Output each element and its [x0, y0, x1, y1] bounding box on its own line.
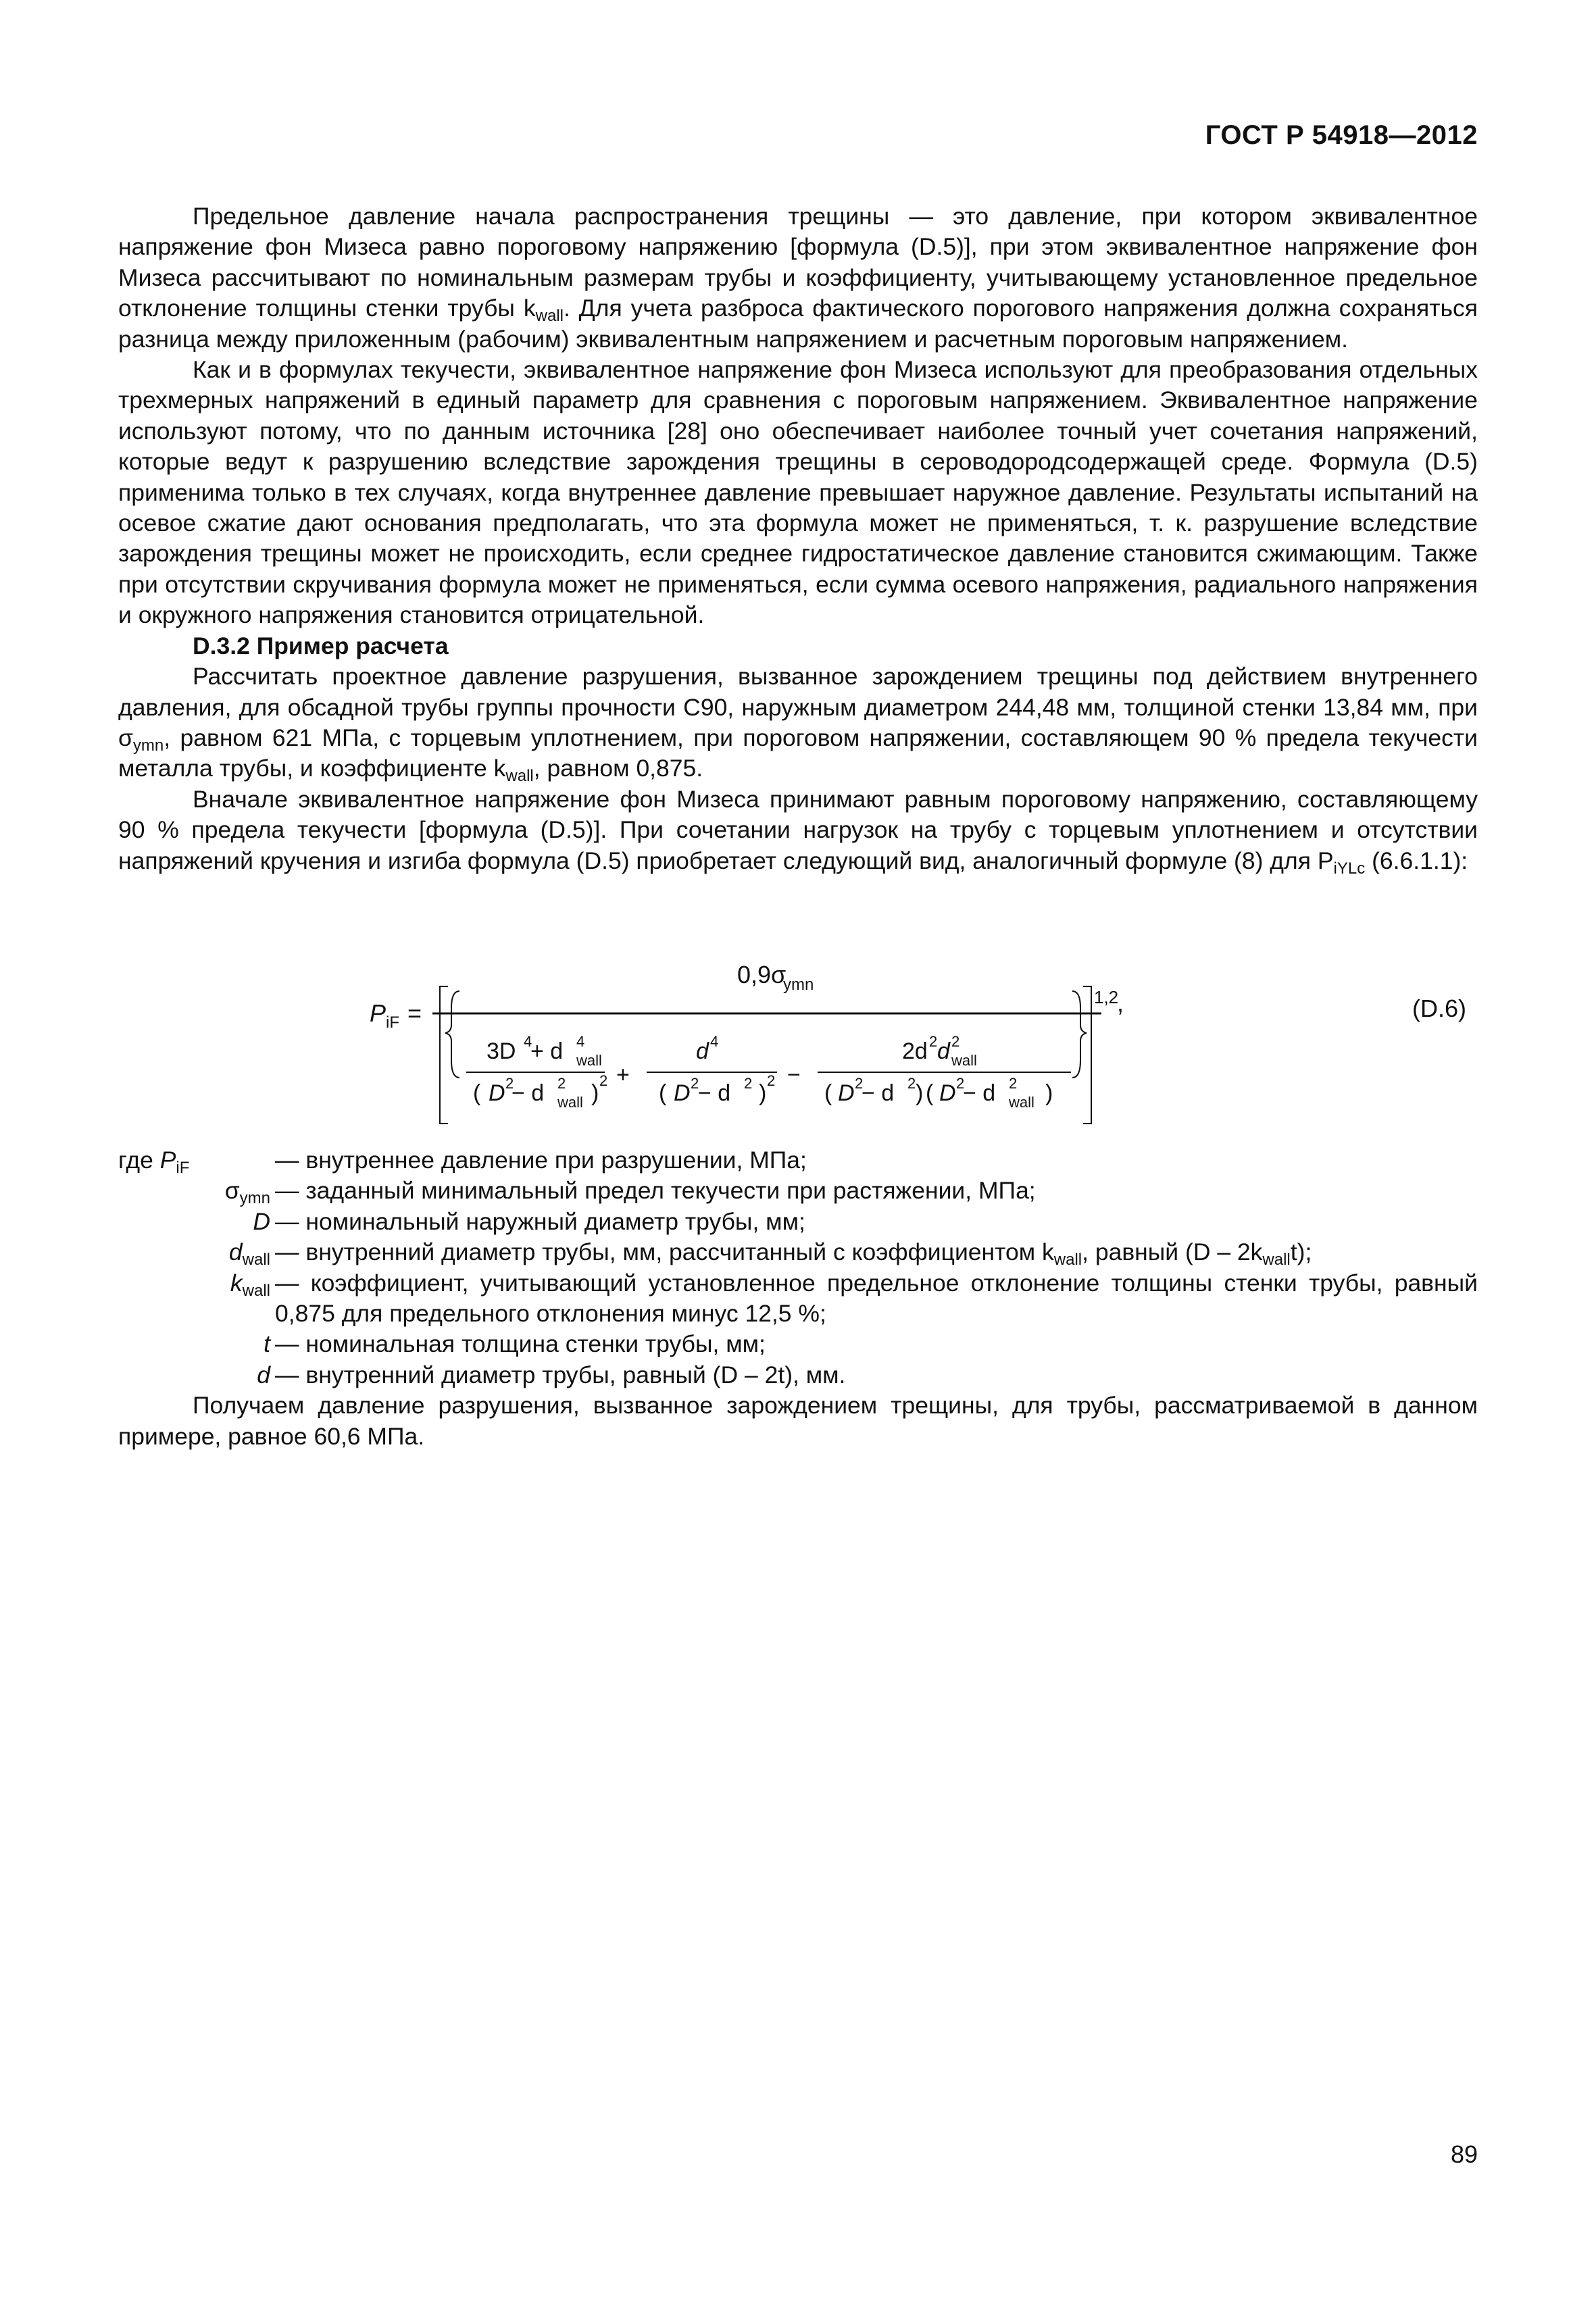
- legend-row: [118, 1268, 1478, 1330]
- legend-text-tail-a: , равный (D – 2k: [1082, 1238, 1263, 1266]
- paragraph-1-text: Предельное давление начала распространения трещины — это давление, при котором эквивалентное напряжение фон Мизеса равно пороговому напряжению [формула (D.5)], при этом эквивалентное напряжение фон Мизеса рассчитывают по номинальным размерам трубы и коэффициенту, учитывающему установленное предельное отклонение толщины стенки трубы k: [118, 203, 1478, 322]
- conclusion-paragraph: Получаем давление разрушения, вызванное зарождением трещины, для трубы, рассматриваемой в данном примере, равное 60,6 МПа.: [118, 1392, 1478, 1450]
- term3-den-paren-1l: (: [824, 1080, 832, 1106]
- minus-sign: −: [787, 1061, 801, 1088]
- legend-symbol: [118, 1145, 270, 1176]
- paragraph-1-tail: . Для учета разброса фактического порогового напряжения должна сохраняться разница между приложенным (рабочим) эквивалентным напряжением и расчетным пороговым напряжением.: [118, 295, 1478, 353]
- formula-equals: =: [407, 999, 422, 1027]
- term1-den-minus: − d: [512, 1080, 545, 1106]
- legend-row: [118, 1207, 1478, 1237]
- subscript-wall: wall: [1053, 1251, 1082, 1269]
- term2-den-exp2b: 2: [744, 1074, 753, 1092]
- term3-den-paren-1r: ): [916, 1080, 924, 1106]
- term3-den-minus1: − d: [862, 1080, 895, 1106]
- term1-den-exp2b: 2: [557, 1074, 566, 1092]
- legend-symbol-main: t: [264, 1330, 270, 1358]
- term3-den-paren-2l: (: [926, 1080, 934, 1106]
- term2-den-minus: − d: [698, 1080, 731, 1106]
- paragraph-3-text-b: , равном 621 МПа, с торцевым уплотнением, при пороговом напряжении, составляющем 90 % предела текучести металла трубы, и коэффициенте k: [118, 724, 1478, 782]
- term3-num-b: d: [937, 1038, 950, 1064]
- legend-symbol: [118, 1360, 270, 1390]
- legend-symbol-sub: wall: [242, 1251, 270, 1269]
- formula-exponent: 1,2: [1094, 986, 1119, 1007]
- term3-den-minus2: − d: [963, 1080, 996, 1106]
- term3-den-D1: D: [838, 1080, 855, 1106]
- legend-text-tail-b: t);: [1290, 1238, 1312, 1266]
- subscript-iylc: iYLc: [1333, 859, 1366, 878]
- legend-symbol-main: k: [230, 1269, 243, 1297]
- legend-symbol: [118, 1268, 270, 1299]
- plus-sign: +: [616, 1061, 630, 1088]
- term3-num-exp2b: 2: [951, 1032, 960, 1050]
- paragraph-4-text-a: Вначале эквивалентное напряжение фон Мизеса принимают равным пороговому напряжению, составляющему 90 % предела текучести [формула (D.5)]. При сочетании нагрузок на трубу с торцевым уплотнением и отсутствии напряжений кручения и изгиба формула (D.5) приобретает следующий вид, аналогичный формуле (8) для P: [118, 785, 1478, 874]
- term2-num-exp4: 4: [710, 1032, 719, 1050]
- right-bracket: [1083, 986, 1091, 1124]
- term3-den-exp2b: 2: [907, 1074, 916, 1092]
- term3-num-a: 2d: [902, 1038, 928, 1064]
- legend-symbol: [118, 1237, 270, 1267]
- legend-symbol: [118, 1207, 270, 1237]
- formula-number: (D.6): [1412, 994, 1466, 1022]
- term1-den-D: D: [489, 1080, 505, 1106]
- paragraph-3-text-a: Рассчитать проектное давление разрушения, вызванное зарождением трещины под действием внутреннего давления, для обсадной трубы группы прочности С90, наружным диаметром 244,48 мм, толщиной стенки 13,84 мм, при σ: [118, 663, 1478, 751]
- right-brace: [1072, 991, 1087, 1078]
- legend-symbol-main: d: [228, 1238, 243, 1266]
- term1-num-a: 3D: [487, 1038, 516, 1064]
- paragraph-2: Как и в формулах текучести, эквивалентное напряжение фон Мизеса используют для преобразования отдельных трехмерных напряжений в единый параметр для сравнения с пороговым напряжением. Эквивалентное напряжение используют потому, что по данным источника [28] оно обеспечивает наиболее точный учет сочетания напряжений, которые ведут к разрушению вследствие зарождения трещины в сероводородсодержащей среде. Формула (D.5) применима только в тех случаях, когда внутреннее давление превышает наружное давление. Результаты испытаний на осевое сжатие дают основания предполагать, что эта формула может не применяться, т. к. разрушение вследствие зарождения трещины может не происходить, если среднее гидростатическое давление становится сжимающим. Также при отсутствии скручивания формула может не применяться, если сумма осевого напряжения, радиального напряжения и окружного напряжения становится отрицательной.: [118, 356, 1478, 629]
- standard-number-header: ГОСТ Р 54918—2012: [1205, 120, 1478, 150]
- formula-lhs: P: [370, 999, 386, 1027]
- legend-intro: где: [118, 1146, 153, 1174]
- term2-den-exp2: 2: [691, 1074, 699, 1092]
- legend-text: — внутренний диаметр трубы, равный (D – 2t), мм.: [275, 1361, 846, 1388]
- subscript-wall: wall: [535, 307, 564, 326]
- term1-num-sub: wall: [576, 1051, 602, 1069]
- legend-text: — номинальный наружный диаметр трубы, мм;: [275, 1207, 805, 1235]
- term1-num-b: + d: [530, 1038, 564, 1064]
- legend-text: — номинальная толщина стенки трубы, мм;: [275, 1330, 766, 1358]
- document-body: [118, 201, 1478, 1452]
- formula-comma: ,: [1117, 988, 1124, 1017]
- paragraph-4-text-b: (6.6.1.1):: [1365, 847, 1468, 874]
- legend-text: — внутреннее давление при разрушении, МПа;: [275, 1146, 807, 1174]
- legend-row: [118, 1329, 1478, 1359]
- section-heading: D.3.2 Пример расчета: [193, 632, 449, 659]
- subscript-ymn: ymn: [132, 736, 164, 755]
- page-number: 89: [1450, 2140, 1478, 2168]
- legend-symbol-main: P: [159, 1146, 176, 1174]
- paragraph-3: [118, 661, 1478, 784]
- paragraph-1: [118, 201, 1478, 355]
- term1-den-exp2: 2: [505, 1074, 514, 1092]
- term2-den-D: D: [674, 1080, 691, 1106]
- legend-text: — коэффициент, учитывающий установленное предельное отклонение толщины стенки трубы, равный 0,875 для предельного отклонения минус 12,5 %;: [275, 1269, 1478, 1327]
- term2-den-paren-l: (: [659, 1080, 667, 1106]
- term1-den-outer-exp: 2: [599, 1072, 608, 1089]
- formula-svg: [118, 903, 1478, 1133]
- term3-den-exp2a: 2: [855, 1074, 864, 1092]
- paragraph-3-text-c: , равном 0,875.: [533, 755, 703, 782]
- legend-row: [118, 1237, 1478, 1267]
- subscript-wall: wall: [1262, 1251, 1291, 1269]
- legend-symbol: [118, 1176, 270, 1206]
- term3-num-sub: wall: [951, 1051, 977, 1069]
- paragraph-4: [118, 784, 1478, 876]
- formula-numerator: 0,9σ: [737, 960, 787, 988]
- term3-den-sub: wall: [1009, 1093, 1034, 1111]
- term1-den-paren-l: (: [473, 1080, 481, 1106]
- term3-den-exp2d: 2: [1009, 1074, 1018, 1092]
- left-brace: [445, 991, 459, 1078]
- term3-den-paren-2r: ): [1045, 1080, 1053, 1106]
- legend-symbol-sub: wall: [242, 1281, 270, 1300]
- formula-numerator-sub: ymn: [783, 975, 814, 994]
- legend-row: [118, 1360, 1478, 1390]
- left-bracket: [440, 986, 448, 1124]
- term3-den-D2: D: [939, 1080, 956, 1106]
- legend-symbol-sub: iF: [176, 1158, 190, 1177]
- term2-num: d: [696, 1038, 709, 1064]
- legend-row: [118, 1145, 1478, 1176]
- legend-text: — внутренний диаметр трубы, мм, рассчитанный с коэффициентом k: [275, 1238, 1054, 1266]
- formula-d6: [118, 903, 1478, 1133]
- legend-symbol-main: D: [253, 1207, 270, 1235]
- symbol-legend: [118, 1145, 1478, 1390]
- term1-den-paren-r: ): [591, 1080, 599, 1106]
- term1-num-exp4b: 4: [576, 1032, 585, 1050]
- term2-den-paren-r: ): [759, 1080, 767, 1106]
- legend-text: — заданный минимальный предел текучести при растяжении, МПа;: [275, 1177, 1036, 1205]
- legend-symbol-main: σ: [224, 1177, 240, 1205]
- term1-den-sub: wall: [557, 1093, 583, 1111]
- legend-symbol: [118, 1329, 270, 1359]
- subscript-wall: wall: [505, 767, 534, 786]
- formula-lhs-sub: iF: [386, 1013, 399, 1032]
- term3-num-exp2: 2: [929, 1032, 938, 1050]
- legend-row: [118, 1176, 1478, 1206]
- term3-den-exp2c: 2: [956, 1074, 965, 1092]
- legend-symbol-main: d: [257, 1361, 270, 1388]
- term2-den-outer-exp: 2: [767, 1072, 776, 1089]
- term1-num-exp4: 4: [524, 1032, 532, 1050]
- legend-symbol-sub: ymn: [239, 1189, 270, 1208]
